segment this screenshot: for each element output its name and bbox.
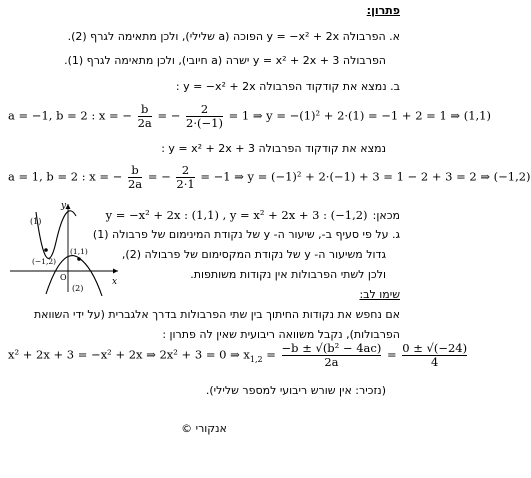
calc1-right: = 1 ⇒ y = −(1)² + 2·(1) = −1 + 2 = 1 ⇒ (1,1): [228, 108, 491, 123]
eq-subscript: 1,2: [249, 354, 263, 364]
curve-2-label: (2): [72, 284, 84, 293]
x-axis-label: x: [112, 277, 118, 287]
section-a-line2: הפרבולה y = x² + 2x + 3 ישרה (a חיובי), ולכן מתאימה לגרף (1).: [64, 54, 386, 67]
eq-num2: 0 ± √(−24): [402, 341, 468, 355]
quadratic-equation: x² + 2x + 3 = −x² + 2x ⇒ 2x² + 3 = 0 ⇒ $x_{1,2}$ = $\frac{\text{−b ± √(b² − 4ac)}}{2a}$ = $\frac{0 \pm √(-24)}{4}$: [8, 341, 468, 369]
calc2-right: = −1 ⇒ y = (−1)² + 2·(−1) + 3 = 1 − 2 + 3 = 2 ⇒ (−1,2): [200, 169, 531, 184]
summary-math: y = −x² + 2x : (1,1) , y = x² + 2x + 3 : (−1,2): [105, 208, 368, 222]
solution-title: פתרון:: [366, 4, 400, 17]
calc1-num2: 2: [200, 102, 209, 116]
x-axis-arrow: [113, 269, 118, 274]
vertex-calc-2: [8, 164, 531, 191]
point-min-marker: [44, 248, 48, 252]
parabolas-graph: [6, 196, 124, 296]
eq-equals: =: [262, 347, 280, 362]
vertex-calc-1: [8, 103, 491, 130]
note-line2: הפרבולות), נקבל משוואה ריבועית שאין לה פתרון :: [162, 328, 400, 341]
eq-frac2: [402, 342, 467, 369]
calc2-frac2: [176, 164, 194, 191]
note-reminder: (נזכיר: אין שורש ריבועי למספר שלילי).: [205, 384, 386, 397]
section-c-line1: ג. על פי סעיף ב-, שיעור ה- y של נקודת המינימום של פרבולה (1): [92, 228, 400, 241]
calc1-num: b: [141, 102, 149, 116]
eq-frac1: [282, 342, 382, 369]
note-label: שימו לב:: [359, 288, 400, 301]
note-line1: אם נחפש את נקודות החיתוך בין שתי הפרבולות בדרך אלגברית (על ידי השוואת: [33, 308, 400, 321]
calc2-mid: = −: [147, 169, 171, 184]
eq-num1: −b ± √(b² − 4ac): [281, 341, 382, 355]
calc1-frac1: [138, 103, 152, 130]
eq-den2: 4: [402, 355, 467, 369]
calc2-num2: 2: [181, 163, 190, 177]
y-axis-label: y: [61, 201, 67, 211]
calc1-frac2: [186, 103, 223, 130]
y-axis-arrow: [66, 204, 71, 209]
calc1-left: a = −1, b = 2 : x = −: [8, 108, 132, 123]
calc2-den2: 2·1: [176, 177, 195, 191]
summary-line: [106, 204, 400, 223]
calc2-den: 2a: [127, 177, 143, 191]
calc1-den: 2a: [137, 116, 152, 130]
point-max-marker: [77, 257, 81, 261]
footer-copyright: אנקורי ©: [181, 422, 227, 435]
point-min-label: (−1,2): [32, 257, 57, 266]
origin-label: O: [60, 273, 67, 282]
section-c-line2: גדול משיעור ה- y של נקודת המקסימום של פרבולה (2),: [121, 248, 386, 261]
calc1-den2: 2·(−1): [186, 116, 223, 130]
section-c-line3: ולכן לשתי הפרבולות אין נקודות משותפות.: [190, 268, 386, 281]
curve-1-label: (1): [30, 217, 42, 226]
section-a-line1: א. הפרבולה y = −x² + 2x הפוכה (a שלילי), ולכן מתאימה לגרף (2).: [67, 30, 400, 43]
calc2-frac1: [128, 164, 142, 191]
calc1-mid: = −: [157, 108, 181, 123]
summary-label: מכאן:: [372, 209, 400, 222]
section-b-intro2: נמצא את קודקוד הפרבולה y = x² + 2x + 3 :: [161, 142, 386, 155]
section-b-intro1: ב. נמצא את קודקוד הפרבולה y = −x² + 2x :: [175, 80, 400, 93]
point-max-label: (1,1): [70, 247, 88, 256]
calc2-num: b: [131, 163, 139, 177]
eq-den1: 2a: [282, 355, 382, 369]
eq-left: x² + 2x + 3 = −x² + 2x ⇒ 2x² + 3 = 0 ⇒ x: [8, 347, 250, 362]
calc2-left: a = 1, b = 2 : x = −: [8, 169, 123, 184]
